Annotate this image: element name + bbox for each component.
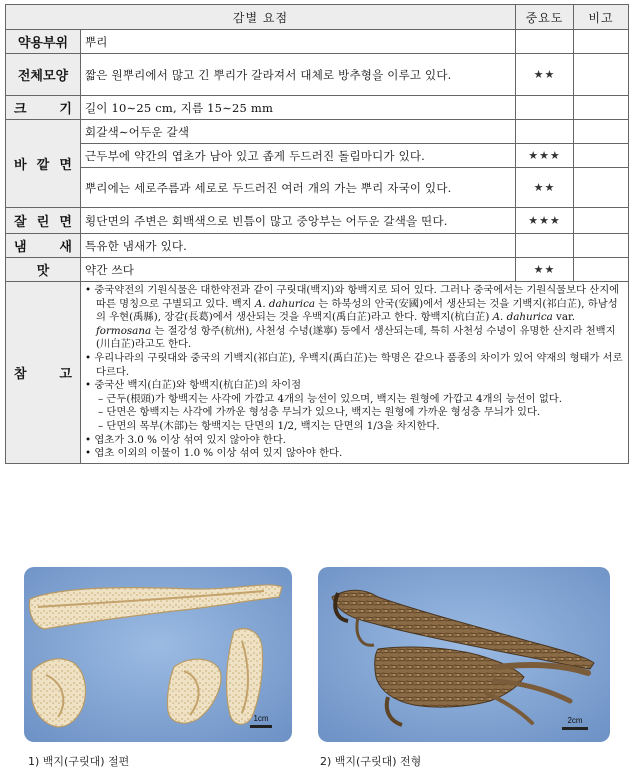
reference-bullet-4: • 엽초가 3.0 % 이상 섞여 있지 않아야 한다. xyxy=(85,433,286,446)
importance-outer-1 xyxy=(516,120,574,144)
remark-part xyxy=(574,30,629,54)
text-size: 길이 10∼25 cm, 지름 15∼25 mm xyxy=(81,96,516,120)
text-outer-1: 회갈색∼어두운 갈색 xyxy=(81,120,516,144)
scale-label-1: 1cm xyxy=(253,714,269,723)
text-cut: 횡단면의 주변은 회백색으로 빈틈이 많고 중앙부는 어두운 갈색을 띤다. xyxy=(81,208,516,234)
label-smell: 냄 새 xyxy=(6,234,81,258)
reference-bullet-5: • 엽초 이외의 이물이 1.0 % 이상 섞여 있지 않아야 한다. xyxy=(85,447,343,460)
caption-whole-roots: 2) 백지(구릿대) 전형 xyxy=(320,755,422,768)
label-shape: 전체모양 xyxy=(6,54,81,96)
importance-cut: ★★★ xyxy=(516,208,574,234)
remark-outer-3 xyxy=(574,168,629,208)
importance-shape: ★★ xyxy=(516,54,574,96)
text-part: 뿌리 xyxy=(81,30,516,54)
row-size xyxy=(6,96,629,120)
caption-slices: 1) 백지(구릿대) 절편 xyxy=(28,755,130,768)
importance-smell xyxy=(516,234,574,258)
row-smell xyxy=(6,234,629,258)
photo-slices xyxy=(24,567,292,742)
header-importance: 중요도 xyxy=(516,5,574,30)
remark-taste xyxy=(574,258,629,282)
label-size: 크 기 xyxy=(6,96,81,120)
text-outer-3: 뿌리에는 세로주름과 세로로 두드러진 여러 개의 가는 뿌리 자국이 있다. xyxy=(81,168,516,208)
remark-size xyxy=(574,96,629,120)
text-smell: 특유한 냄새가 있다. xyxy=(81,234,516,258)
label-cut: 잘 린 면 xyxy=(6,208,81,234)
roots-illustration xyxy=(318,567,610,742)
scale-label-2: 2cm xyxy=(567,716,583,725)
reference-notes xyxy=(81,282,629,464)
importance-part xyxy=(516,30,574,54)
reference-bullet-3: • 중국산 백지(白芷)와 항백지(杭白芷)의 차이점 xyxy=(85,379,302,392)
importance-outer-3: ★★ xyxy=(516,168,574,208)
row-outer-3 xyxy=(6,168,629,208)
remark-outer-2 xyxy=(574,144,629,168)
label-reference: 참 고 xyxy=(6,282,81,464)
row-outer-1 xyxy=(6,120,629,144)
reference-dash-2: – 단면은 항백지는 사각에 가까운 형성층 무늬가 있으나, 백지는 원형에 가까운 형성층 무늬가 있다. xyxy=(98,406,541,419)
identification-table xyxy=(5,4,629,464)
label-part: 약용부위 xyxy=(6,30,81,54)
label-taste: 맛 xyxy=(6,258,81,282)
header-remarks: 비고 xyxy=(574,5,629,30)
remark-cut xyxy=(574,208,629,234)
importance-size xyxy=(516,96,574,120)
reference-dash-1: – 근두(根頭)가 항백지는 사각에 가깝고 4개의 능선이 있으며, 백지는 원형에 가깝고 4개의 능선이 없다. xyxy=(98,392,563,405)
label-outer: 바 깥 면 xyxy=(6,120,81,208)
text-taste: 약간 쓰다 xyxy=(81,258,516,282)
row-cut xyxy=(6,208,629,234)
row-outer-2 xyxy=(6,144,629,168)
row-shape xyxy=(6,54,629,96)
reference-dash-3: – 단면의 목부(木部)는 항백지는 단면의 1/2, 백지는 단면의 1/3을 차지한다. xyxy=(98,419,440,432)
photo-whole-roots xyxy=(318,567,610,742)
text-outer-2: 근두부에 약간의 엽초가 남아 있고 좁게 두드러진 돌림마디가 있다. xyxy=(81,144,516,168)
row-reference xyxy=(6,282,629,464)
slices-illustration xyxy=(24,567,292,742)
remark-shape xyxy=(574,54,629,96)
reference-bullet-1: • 중국약전의 기원식물은 대한약전과 같이 구릿대(백지)와 항백지로 되어 있다. 그러나 중국에서는 기원식물보다 산지에 따른 명칭으로 구별되고 있다. 백지 A. dahurica 는 하북성의 안국(安國)에서 생산되는 것을 기백지(祁白芷), 하남성의 우현(禹縣), 장갈(長葛)에서 생산되는 것을 우백지(禹白芷)라고 한다. 항백지(杭白芷) A. dahurica var. formosana 는 절강성 항주(杭州), 사천성 수녕(遂寧) 등에서 생산되는데, 특히 사천성 수녕이 유명한 산지라 천백지(川白芷)라고도 한다. xyxy=(85,284,620,351)
importance-taste: ★★ xyxy=(516,258,574,282)
row-taste xyxy=(6,258,629,282)
remark-smell xyxy=(574,234,629,258)
text-shape: 짧은 원뿌리에서 많고 긴 뿌리가 갈라져서 대체로 방추형을 이루고 있다. xyxy=(81,54,516,96)
remark-outer-1 xyxy=(574,120,629,144)
table-header xyxy=(6,5,629,30)
header-points: 감별 요점 xyxy=(6,5,516,30)
importance-outer-2: ★★★ xyxy=(516,144,574,168)
row-part xyxy=(6,30,629,54)
reference-bullet-2: • 우리나라의 구릿대와 중국의 기백지(祁白芷), 우백지(禹白芷)는 학명은 같으나 품종의 차이가 있어 약재의 형태가 서로 다르다. xyxy=(85,351,623,378)
